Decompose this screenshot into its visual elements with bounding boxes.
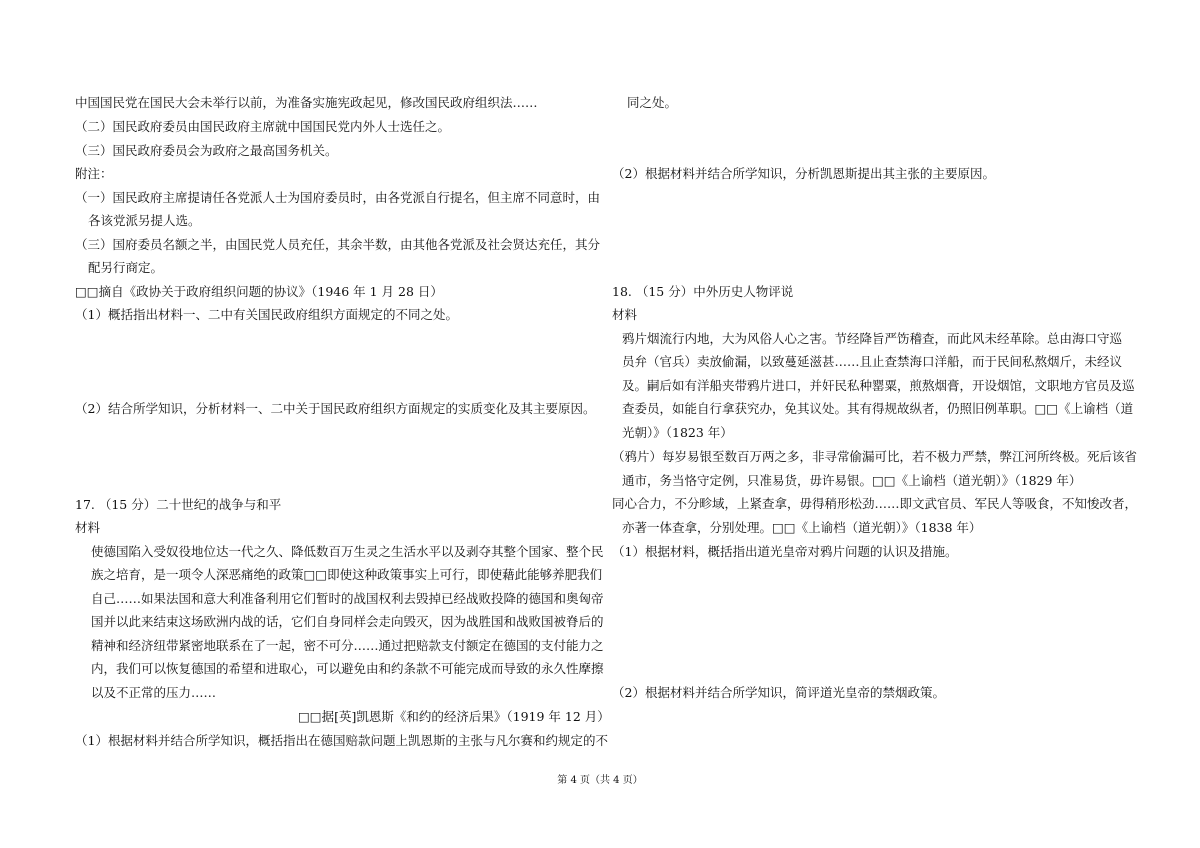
material-label: 材料 (612, 307, 638, 322)
text-line: 通市，务当恪守定例，只准易货，毋许易银。□□《上谕档（道光朝）》（1829 年） (622, 473, 1082, 488)
text-line: 亦著一体查拿，分别处理。□□《上谕档（道光朝）》（1838 年） (622, 520, 982, 535)
text-line: （三）国府委员名额之半，由国民党人员充任，其余半数，由其他各党派及社会贤达充任，其分 (75, 237, 601, 252)
text-line: 以及不正常的压力…… (91, 685, 217, 700)
material-label: 材料 (75, 520, 101, 535)
question-item: （1）概括指出材料一、二中有关国民政府组织方面规定的不同之处。 (75, 307, 458, 322)
question-item: （2）根据材料并结合所学知识，分析凯恩斯提出其主张的主要原因。 (612, 166, 995, 181)
text-line: 内，我们可以恢复德国的希望和进取心，可以避免由和约条款不可能完成而导致的永久性摩擦 (91, 661, 604, 676)
source-citation: □□摘自《政协关于政府组织问题的协议》（1946 年 1 月 28 日） (75, 284, 443, 299)
question-heading: 18. （15 分）中外历史人物评说 (612, 284, 794, 299)
text-line: 同之处。 (627, 95, 678, 110)
text-line: 使德国陷入受奴役地位达一代之久、降低数百万生灵之生活水平以及剥夺其整个国家、整个民 (91, 544, 604, 559)
question-item: （2）根据材料并结合所学知识，简评道光皇帝的禁烟政策。 (612, 685, 945, 700)
text-line: 查委员，如能自行拿获究办，免其议处。其有得规故纵者，仍照旧例革职。□□《上谕档（道 (622, 401, 1134, 416)
text-line: 族之培育，是一项令人深恶痛绝的政策□□即使这种政策事实上可行，即使藉此能够养肥我们 (91, 567, 603, 582)
text-line: 中国国民党在国民大会未举行以前，为准备实施宪政起见，修改国民政府组织法…… (75, 95, 538, 110)
text-line: （鸦片）每岁易银至数百万两之多，非寻常偷漏可比，若不极力严禁，弊江河所终极。死后该省 (612, 449, 1138, 464)
question-heading: 17. （15 分）二十世纪的战争与和平 (75, 497, 282, 512)
text-line: 光朝）》（1823 年） (622, 425, 733, 440)
page-footer: 第 4 页（共 4 页） (557, 775, 643, 786)
text-line: （一）国民政府主席提请任各党派人士为国府委员时，由各党派自行提名，但主席不同意时，由 (75, 190, 601, 205)
question-item: （1）根据材料，概括指出道光皇帝对鸦片问题的认识及措施。 (612, 544, 958, 559)
text-line: 国并以此来结束这场欧洲内战的话，它们自身同样会走向毁灭，因为战胜国和战败国被脊后的 (91, 614, 604, 629)
text-line: 鸦片烟流行内地，大为风俗人心之害。节经降旨严饬稽查，而此风未经革除。总由海口守巡 (622, 331, 1123, 346)
text-line: 自己……如果法国和意大利准备利用它们暂时的战国权利去毁掉已经战败投降的德国和奥匈帝 (91, 591, 604, 606)
question-item: （1）根据材料并结合所学知识，概括指出在德国赔款问题上凯恩斯的主张与凡尔赛和约规定的不 (75, 733, 608, 748)
text-line: 同心合力，不分畛域，上紧查拿，毋得稍形松劲……即文武官员、军民人等吸食，不知悛改者， (612, 496, 1138, 511)
text-line: 精神和经济纽带紧密地联系在了一起，密不可分……通过把赔款支付额定在德国的支付能力之 (91, 638, 604, 653)
text-line: （三）国民政府委员会为政府之最高国务机关。 (75, 143, 338, 158)
text-line: 各该党派另提人选。 (88, 213, 201, 228)
text-line: （二）国民政府委员由国民政府主席就中国国民党内外人士选任之。 (75, 119, 451, 134)
text-line: 配另行商定。 (88, 260, 164, 275)
text-line: 及。嗣后如有洋船夹带鸦片进口，并奸民私种罂粟，煎熬烟膏，开设烟馆，文职地方官员及巡 (622, 378, 1135, 393)
text-line: 员弁（官兵）卖放偷漏，以致蔓延滋甚……且止查禁海口洋船，而于民间私熬烟斤，未经议 (622, 354, 1123, 369)
source-citation: □□据[英]凯恩斯《和约的经济后果》（1919 年 12 月） (298, 709, 610, 724)
question-item: （2）结合所学知识，分析材料一、二中关于国民政府组织方面规定的实质变化及其主要原因。 (75, 401, 596, 416)
text-line: 附注： (75, 166, 113, 181)
